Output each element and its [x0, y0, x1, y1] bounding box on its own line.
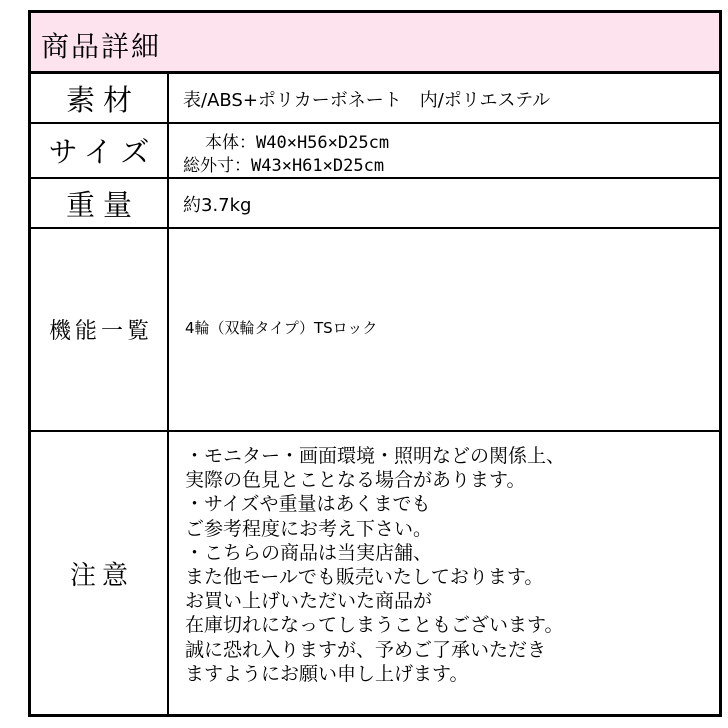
row-material [31, 74, 719, 124]
product-details-table [28, 10, 722, 717]
note-line: ・モニター・画面環境・照明などの関係上、 [185, 445, 566, 467]
note-line: ・こちらの商品は当実店舗、 [185, 541, 433, 564]
note-line: 誠に恐れ入りますが、予めご了承いただき [185, 638, 547, 661]
note-line: お買い上げいただいた商品が [185, 590, 433, 613]
size-label: サイズ [31, 124, 169, 177]
table-header [31, 13, 719, 74]
features-label: 機能一覧 [31, 229, 169, 430]
weight-label: 重量 [31, 179, 169, 227]
note-line: また他モールでも販売いたしております。 [185, 566, 544, 589]
note-line: 実際の色見とことなる場合があります。 [185, 469, 526, 492]
row-size [31, 124, 719, 179]
material-label: 素材 [31, 74, 169, 122]
notes-label: 注意 [31, 432, 169, 714]
size-overall-dimensions: 総外寸：W43×H61×D25cm [183, 156, 385, 176]
page-title: 商品詳細 [41, 30, 162, 63]
row-features [31, 229, 719, 432]
note-line: ますようにお願い申し上げます。 [185, 662, 469, 685]
note-line: 在庫切れになってしまうこともございます。 [185, 614, 564, 637]
notes-text [185, 444, 565, 686]
row-weight [31, 179, 719, 229]
features-value: 4輪（双輪タイプ）TSロック [185, 319, 378, 337]
note-line: ・サイズや重量はあくまでも [185, 493, 431, 516]
row-notes [31, 432, 719, 714]
weight-value: 約3.7kg [183, 195, 252, 216]
size-body-dimensions: 本体：W40×H56×D25cm [205, 133, 390, 153]
note-line: ご参考程度にお考え下さい。 [185, 517, 433, 540]
material-value: 表/ABS+ポリカーボネート 内/ポリエステル [183, 90, 551, 111]
